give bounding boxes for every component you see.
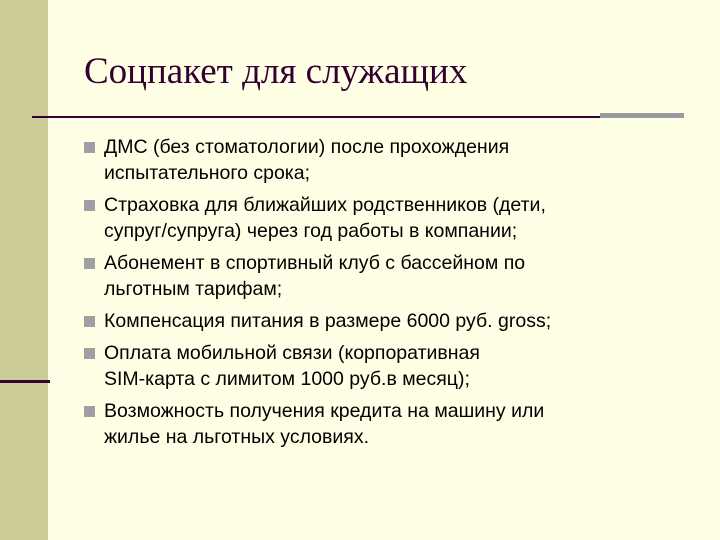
bullet-text-line: льготным тарифам;: [104, 278, 283, 300]
square-bullet-icon: [84, 142, 95, 153]
list-item: [84, 398, 684, 450]
bullet-text-line: испытательного срока;: [104, 162, 311, 184]
list-item: [84, 308, 684, 334]
square-bullet-icon: [84, 406, 95, 417]
list-item: [84, 340, 684, 392]
list-item: [84, 192, 684, 244]
bullet-text-line: Страховка для ближайших родственников (дети,: [104, 194, 546, 216]
bullet-text-line: ДМС (без стоматологии) после прохождения: [104, 136, 510, 158]
list-item: [84, 134, 684, 186]
title-underline-accent: [600, 113, 684, 118]
slide-title: Соцпакет для служащих: [84, 51, 468, 92]
bullet-text-line: супруг/супруга) через год работы в компании;: [104, 220, 518, 242]
bullet-text-line: Компенсация питания в размере 6000 руб. gross;: [104, 310, 552, 332]
left-decorative-bar: [0, 0, 48, 540]
square-bullet-icon: [84, 200, 95, 211]
left-bar-accent-line: [0, 380, 50, 383]
bullet-text-line: Возможность получения кредита на машину или: [104, 400, 545, 422]
bullet-text-line: Абонемент в спортивный клуб с бассейном по: [104, 252, 526, 274]
bullet-text-line: SIM-карта с лимитом 1000 руб.в месяц);: [104, 368, 470, 390]
square-bullet-icon: [84, 316, 95, 327]
bullet-text-line: Оплата мобильной связи (корпоративная: [104, 342, 480, 364]
list-item: [84, 250, 684, 302]
square-bullet-icon: [84, 348, 95, 359]
bullet-text-line: жилье на льготных условиях.: [104, 426, 369, 448]
benefits-list: [84, 134, 684, 456]
square-bullet-icon: [84, 258, 95, 269]
title-underline: [32, 116, 666, 118]
